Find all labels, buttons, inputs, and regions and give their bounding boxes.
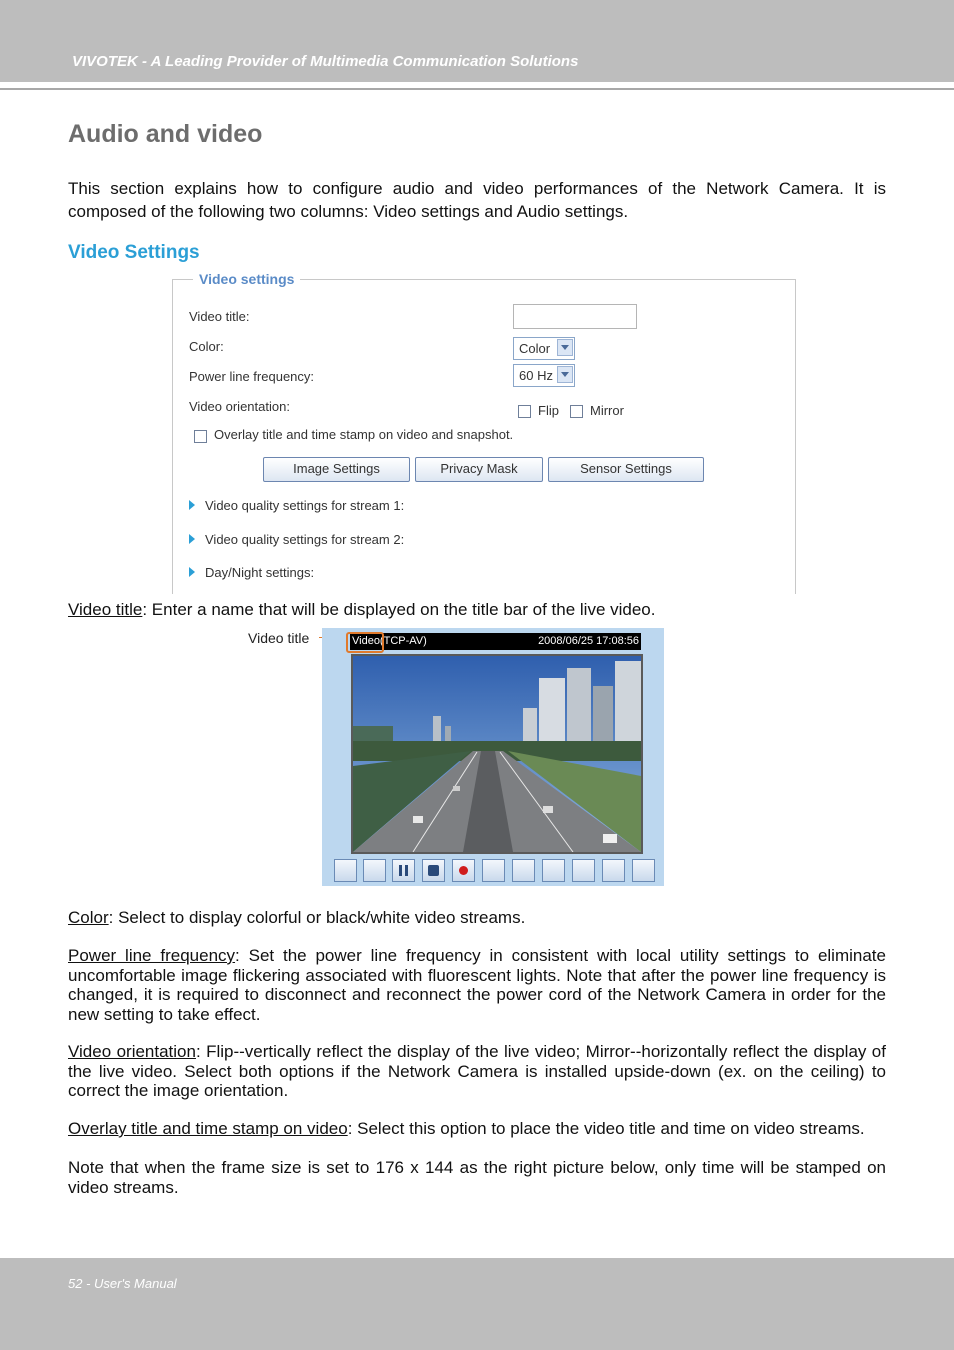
description: : Enter a name that will be displayed on the title bar of the live video. <box>142 600 656 619</box>
city-highway-image <box>353 656 641 852</box>
flip-label: Flip <box>538 403 559 418</box>
live-view-figure <box>322 628 664 886</box>
page-number: 52 - User's Manual <box>68 1276 177 1291</box>
stream2-section-link[interactable]: Video quality settings for stream 2: <box>205 532 405 547</box>
microphone-icon[interactable] <box>602 859 625 882</box>
volume-icon[interactable] <box>482 859 505 882</box>
video-toolbar <box>334 859 652 883</box>
video-title-bar <box>350 633 641 650</box>
image-settings-button[interactable]: Image Settings <box>263 457 410 482</box>
fullscreen-icon[interactable] <box>632 859 655 882</box>
header-text: VIVOTEK - A Leading Provider of Multimedia Communication Solutions <box>72 53 579 70</box>
description: : Select to display colorful or black/white video streams. <box>108 908 526 927</box>
speaker-icon[interactable] <box>512 859 535 882</box>
overlay-description <box>68 1119 886 1139</box>
power-line-select-value: 60 Hz <box>519 368 553 383</box>
privacy-mask-button[interactable]: Privacy Mask <box>415 457 543 482</box>
color-select-value: Color <box>519 341 551 356</box>
chevron-down-icon <box>557 366 573 383</box>
snapshot-icon[interactable] <box>334 859 357 882</box>
power-line-description <box>68 946 886 1024</box>
expand-arrow-icon[interactable] <box>189 567 195 577</box>
mirror-checkbox[interactable] <box>570 405 583 418</box>
video-settings-panel <box>172 271 796 594</box>
overlay-checkbox[interactable] <box>194 430 207 443</box>
video-orientation-label: Video orientation: <box>189 399 290 414</box>
term: Overlay title and time stamp on video <box>68 1119 348 1138</box>
zoom-icon[interactable] <box>363 859 386 882</box>
callout-label: Video title <box>248 630 310 646</box>
power-line-label: Power line frequency: <box>189 369 315 384</box>
video-title-label: Video title: <box>189 309 250 324</box>
record-icon[interactable] <box>452 859 475 882</box>
stream1-section-link[interactable]: Video quality settings for stream 1: <box>205 498 405 513</box>
expand-arrow-icon[interactable] <box>189 534 195 544</box>
mirror-label: Mirror <box>590 403 624 418</box>
description: : Flip--vertically reflect the display of the live video; Mirror--horizontally reflect the display of the live video. Select both options if the Network Camera is installed upside-down (ex. on the ceiling) to correct the image orientation. <box>68 1042 886 1100</box>
power-line-select[interactable] <box>513 364 575 387</box>
flip-checkbox[interactable] <box>518 405 531 418</box>
page-title: Audio and video <box>68 120 263 148</box>
term: Color <box>68 908 109 927</box>
color-label: Color: <box>189 339 224 354</box>
page-footer <box>0 1258 954 1350</box>
color-select[interactable] <box>513 337 575 360</box>
talk-icon[interactable] <box>542 859 565 882</box>
expand-arrow-icon[interactable] <box>189 500 195 510</box>
panel-legend: Video settings <box>193 271 300 287</box>
color-description <box>68 908 886 928</box>
day-night-section-link[interactable]: Day/Night settings: <box>205 565 315 580</box>
term: Power line frequency <box>68 946 236 965</box>
overlay-note: Note that when the frame size is set to 176 x 144 as the right picture below, only time will be stamped on video streams. <box>68 1158 886 1197</box>
video-title-input[interactable] <box>513 304 637 329</box>
overlay-timestamp: 2008/06/25 17:08:56 <box>538 635 639 647</box>
overlay-label: Overlay title and time stamp on video and snapshot. <box>214 427 514 442</box>
orientation-description <box>68 1042 886 1101</box>
stop-icon[interactable] <box>422 859 445 882</box>
pause-icon[interactable] <box>392 859 415 882</box>
video-title-description <box>68 600 886 620</box>
page-header <box>0 0 954 82</box>
overlay-title: Video(TCP-AV) <box>352 635 427 647</box>
term: Video orientation <box>68 1042 196 1061</box>
description: : Select this option to place the video title and time on video streams. <box>347 1119 865 1138</box>
download-icon[interactable] <box>572 859 595 882</box>
sensor-settings-button[interactable]: Sensor Settings <box>548 457 704 482</box>
section-heading: Video Settings <box>68 242 200 263</box>
callout-highlight <box>346 632 384 653</box>
live-video <box>351 654 643 854</box>
header-rule <box>0 88 954 90</box>
description: : Set the power line frequency in consistent with local utility settings to eliminate uncomfortable image flickering associated with fluorescent lights. Note that after the power line frequency is changed, it is required to disconnect and reconnect the power cord of the Network Camera in order for the new setting to take effect. <box>68 946 886 1024</box>
intro-paragraph: This section explains how to configure audio and video performances of the Network Camera. It is composed of the following two columns: Video settings and Audio settings. <box>68 179 886 221</box>
chevron-down-icon <box>557 339 573 356</box>
term: Video title <box>68 600 143 619</box>
